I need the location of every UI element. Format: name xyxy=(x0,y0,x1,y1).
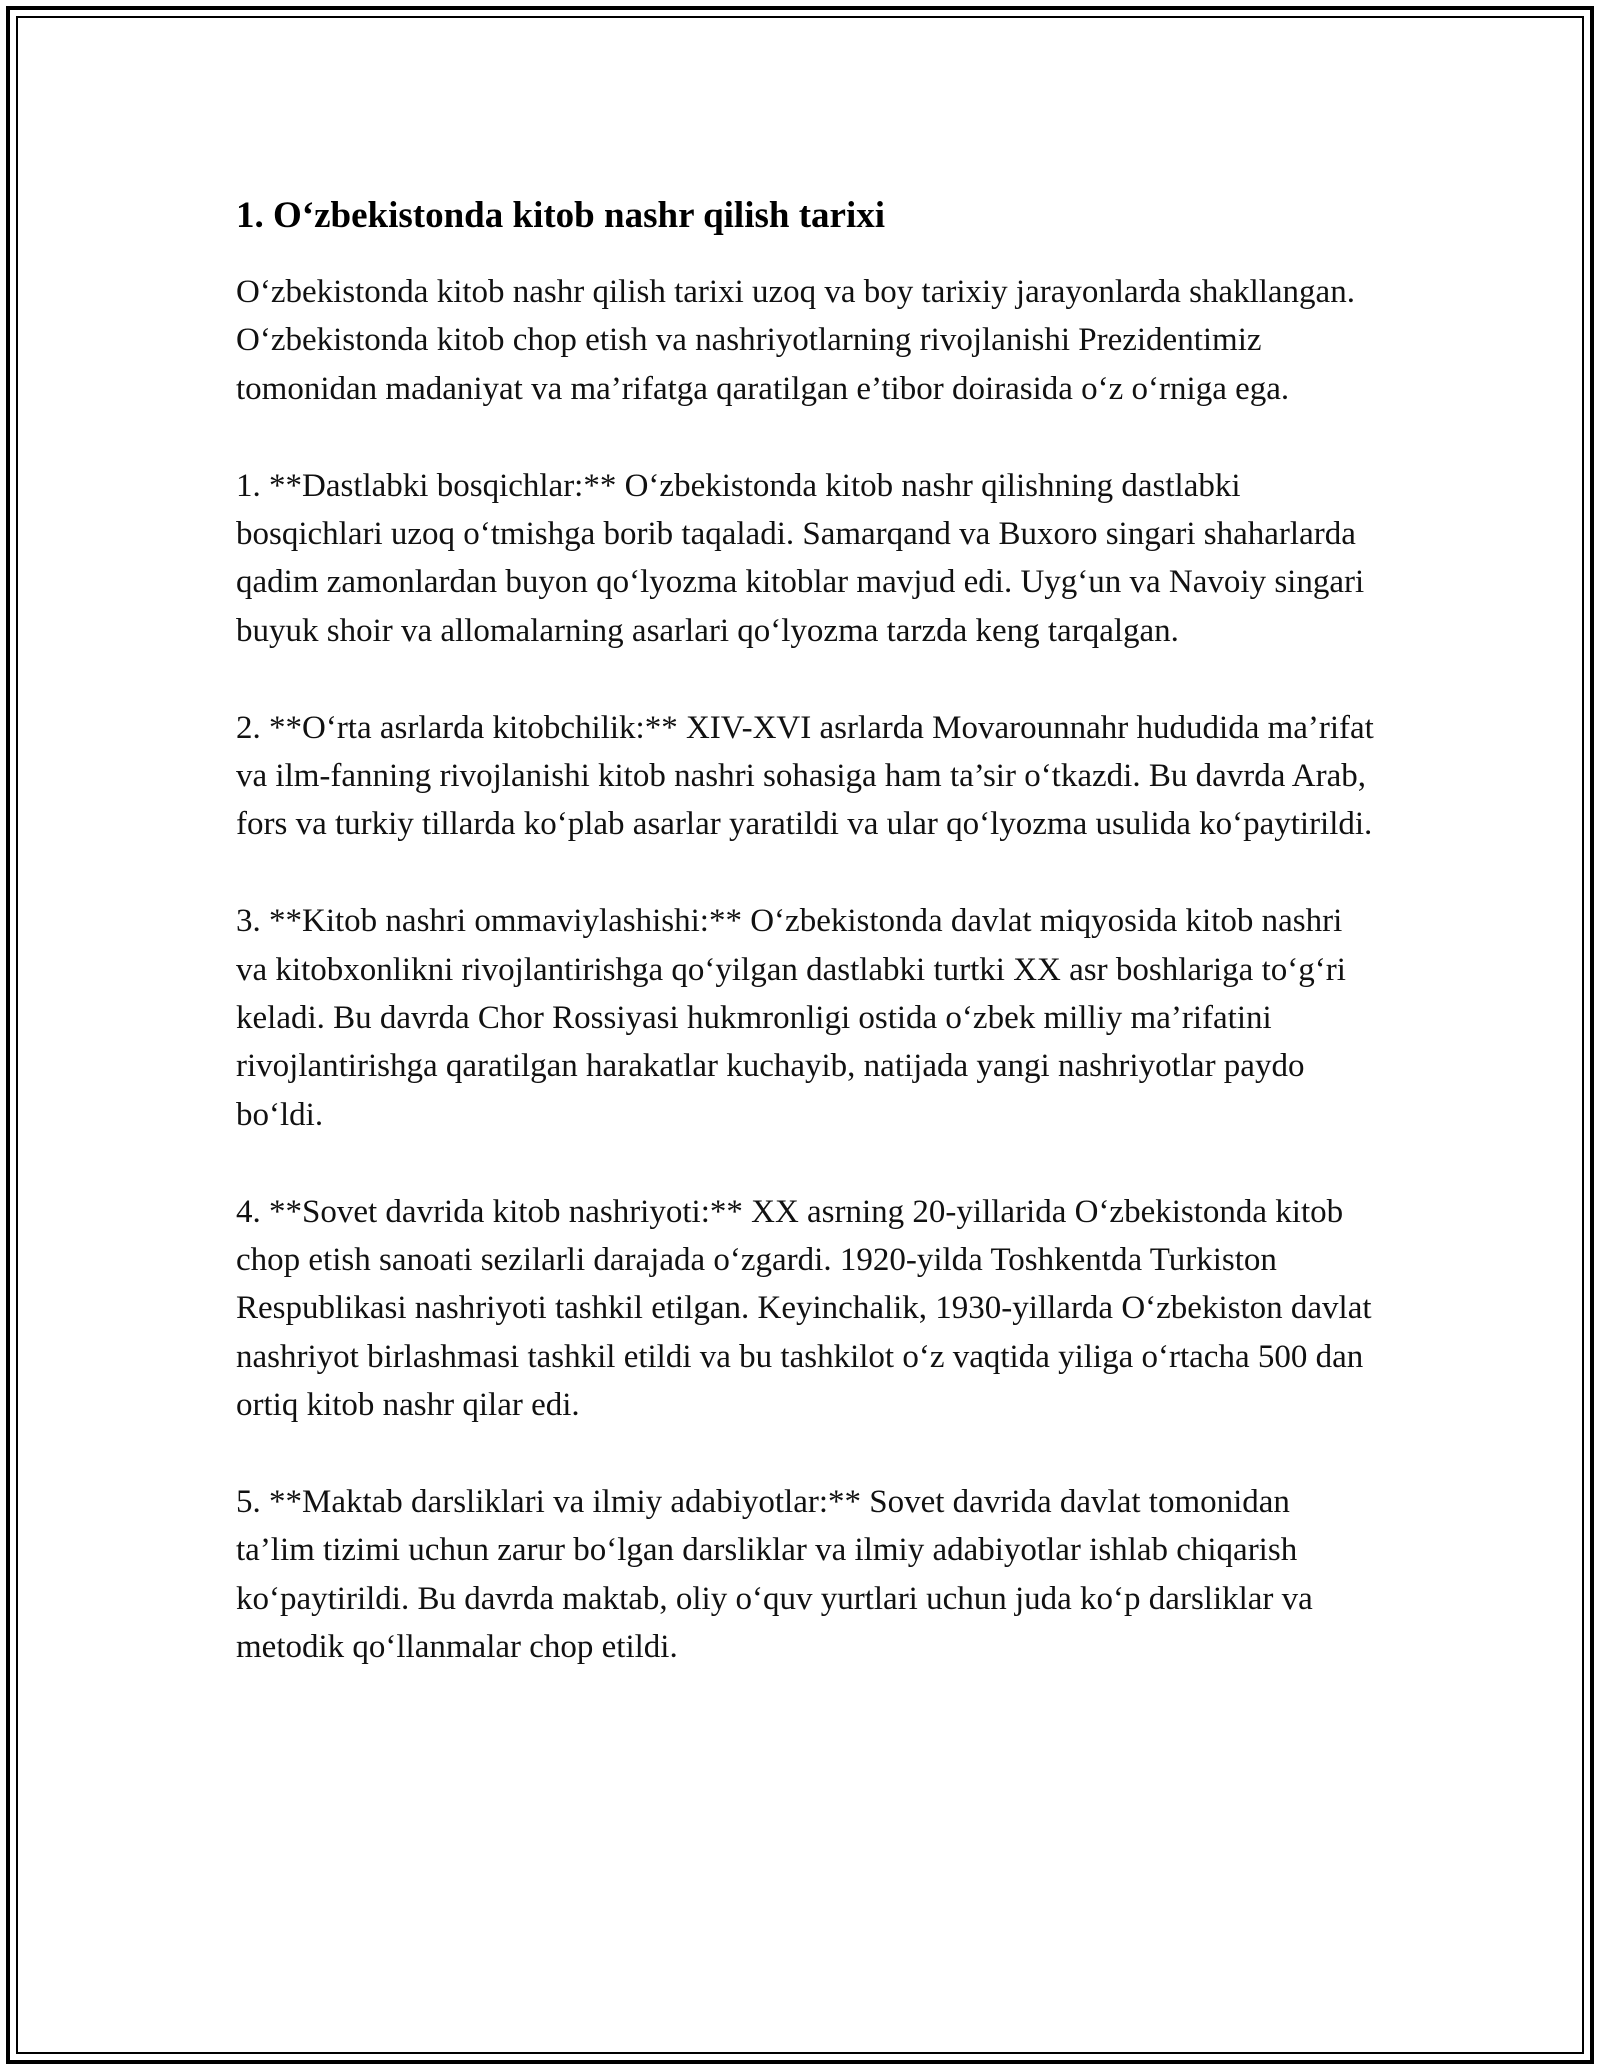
intro-paragraph: O‘zbekistonda kitob nashr qilish tarixi uzoq va boy tarixiy jarayonlarda shakllangan. O‘zbekistonda kitob chop etish va nashriyotlarning rivojlanishi Prezidentimiz tomonidan madaniyat va ma’rifatga qaratilgan e’tibor doirasida o‘z o‘rniga ega. xyxy=(236,274,1355,407)
list-item-2: 2. **O‘rta asrlarda kitobchilik:** XIV-XVI asrlarda Movarounnahr hududida ma’rifat va ilm-fanning rivojlanishi kitob nashri sohasiga ham ta’sir o‘tkazdi. Bu davrda Arab, fors va turkiy tillarda ko‘plab asarlar yaratildi va ular qo‘lyozma usulida ko‘paytirildi. xyxy=(236,709,1374,843)
list-item-4: 4. **Sovet davrida kitob nashriyoti:** XX asrning 20-yillarida O‘zbekistonda kitob chop etish sanoati sezilarli darajada o‘zgardi. 1920-yilda Toshkentda Turkiston Respublikasi nashriyoti tashkil etilgan. Keyinchalik, 1930-yillarda O‘zbekiston davlat nashriyot birlashmasi tashkil etildi va bu tashkilot o‘z vaqtida yiliga o‘rtacha 500 dan ortiq kitob nashr qilar edi. xyxy=(236,1193,1372,1424)
paragraph-spacer xyxy=(236,413,1374,461)
document-body xyxy=(236,186,1374,1672)
list-item-1: 1. **Dastlabki bosqichlar:** O‘zbekistonda kitob nashr qilishning dastlabki bosqichlari uzoq o‘tmishga borib taqaladi. Samarqand va Buxoro singari shaharlarda qadim zamonlardan buyon qo‘lyozma kitoblar mavjud edi. Uyg‘un va Navoiy singari buyuk shoir va allomalarning asarlari qo‘lyozma tarzda keng tarqalgan. xyxy=(236,467,1365,649)
paragraph-spacer xyxy=(236,1139,1374,1187)
paragraph-spacer xyxy=(236,1430,1374,1478)
paragraph-spacer xyxy=(236,655,1374,703)
document-title: 1. O‘zbekistonda kitob nashr qilish tarixi xyxy=(236,195,886,236)
list-item-3: 3. **Kitob nashri ommaviylashishi:** O‘zbekistonda davlat miqyosida kitob nashri va kitobxonlikni rivojlantirishga qo‘yilgan dastlabki turtki XX asr boshlariga to‘g‘ri keladi. Bu davrda Chor Rossiyasi hukmronligi ostida o‘zbek milliy ma’rifatini rivojlantirishga qaratilgan harakatlar kuchayib, natijada yangi nashriyotlar paydo bo‘ldi. xyxy=(236,903,1346,1133)
paragraph-spacer xyxy=(236,849,1374,897)
list-item-5: 5. **Maktab darsliklari va ilmiy adabiyotlar:** Sovet davrida davlat tomonidan ta’lim tizimi uchun zarur bo‘lgan darsliklar va ilmiy adabiyotlar ishlab chiqarish ko‘paytirildi. Bu davrda maktab, oliy o‘quv yurtlari uchun juda ko‘p darsliklar va metodik qo‘llanmalar chop etildi. xyxy=(236,1484,1313,1666)
